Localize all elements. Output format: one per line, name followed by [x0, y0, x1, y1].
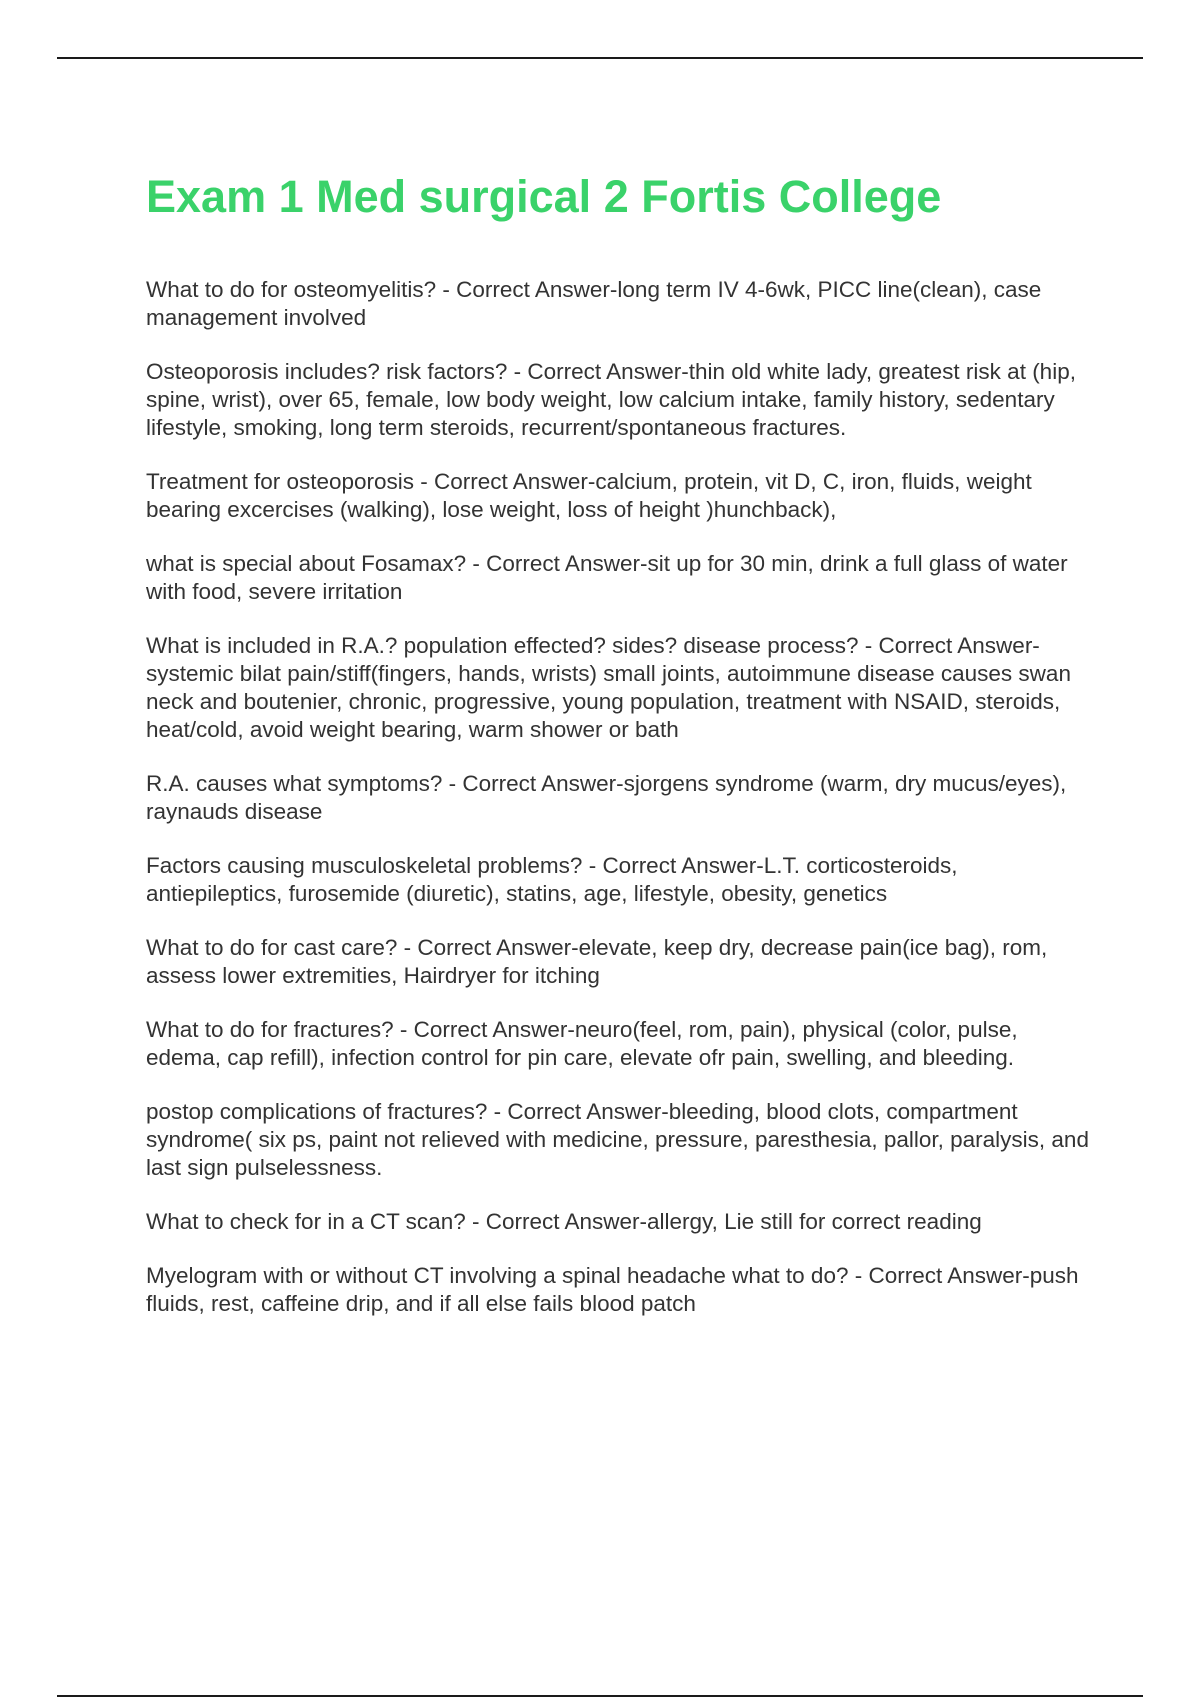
top-rule [57, 57, 1143, 59]
qa-list [146, 276, 1096, 1318]
qa-item: postop complications of fractures? - Correct Answer-bleeding, blood clots, compartment syndrome( six ps, paint not relieved with medicine, pressure, paresthesia, pallor, paralysis, and last sign pulselessness. [146, 1099, 1089, 1180]
qa-item: Treatment for osteoporosis - Correct Answer-calcium, protein, vit D, C, iron, fluids, weight bearing excercises (walking), lose weight, loss of height )hunchback), [146, 469, 1032, 522]
qa-item: What to do for cast care? - Correct Answer-elevate, keep dry, decrease pain(ice bag), rom, assess lower extremities, Hairdryer for itching [146, 935, 1048, 988]
qa-item: Factors causing musculoskeletal problems? - Correct Answer-L.T. corticosteroids, antiepileptics, furosemide (diuretic), statins, age, lifestyle, obesity, genetics [146, 853, 958, 906]
bottom-rule [57, 1695, 1143, 1697]
qa-item: What to check for in a CT scan? - Correct Answer-allergy, Lie still for correct reading [146, 1209, 982, 1234]
qa-item: Osteoporosis includes? risk factors? - Correct Answer-thin old white lady, greatest risk at (hip, spine, wrist), over 65, female, low body weight, low calcium intake, family history, sedentary lifestyle, smoking, long term steroids, recurrent/spontaneous fractures. [146, 359, 1076, 440]
document-title: Exam 1 Med surgical 2 Fortis College [146, 171, 942, 222]
qa-item: what is special about Fosamax? - Correct Answer-sit up for 30 min, drink a full glass of water with food, severe irritation [146, 551, 1068, 604]
qa-item: What is included in R.A.? population effected? sides? disease process? - Correct Answer-systemic bilat pain/stiff(fingers, hands, wrists) small joints, autoimmune disease causes swan neck and boutenier, chronic, progressive, young population, treatment with NSAID, steroids, heat/cold, avoid weight bearing, warm shower or bath [146, 633, 1071, 742]
qa-item: What to do for fractures? - Correct Answer-neuro(feel, rom, pain), physical (color, pulse, edema, cap refill), infection control for pin care, elevate ofr pain, swelling, and bleeding. [146, 1017, 1018, 1070]
qa-item: Myelogram with or without CT involving a spinal headache what to do? - Correct Answer-push fluids, rest, caffeine drip, and if all else fails blood patch [146, 1263, 1079, 1316]
qa-item: R.A. causes what symptoms? - Correct Answer-sjorgens syndrome (warm, dry mucus/eyes), raynauds disease [146, 771, 1067, 824]
qa-item: What to do for osteomyelitis? - Correct Answer-long term IV 4-6wk, PICC line(clean), case management involved [146, 277, 1042, 330]
document-body [146, 170, 1096, 1344]
